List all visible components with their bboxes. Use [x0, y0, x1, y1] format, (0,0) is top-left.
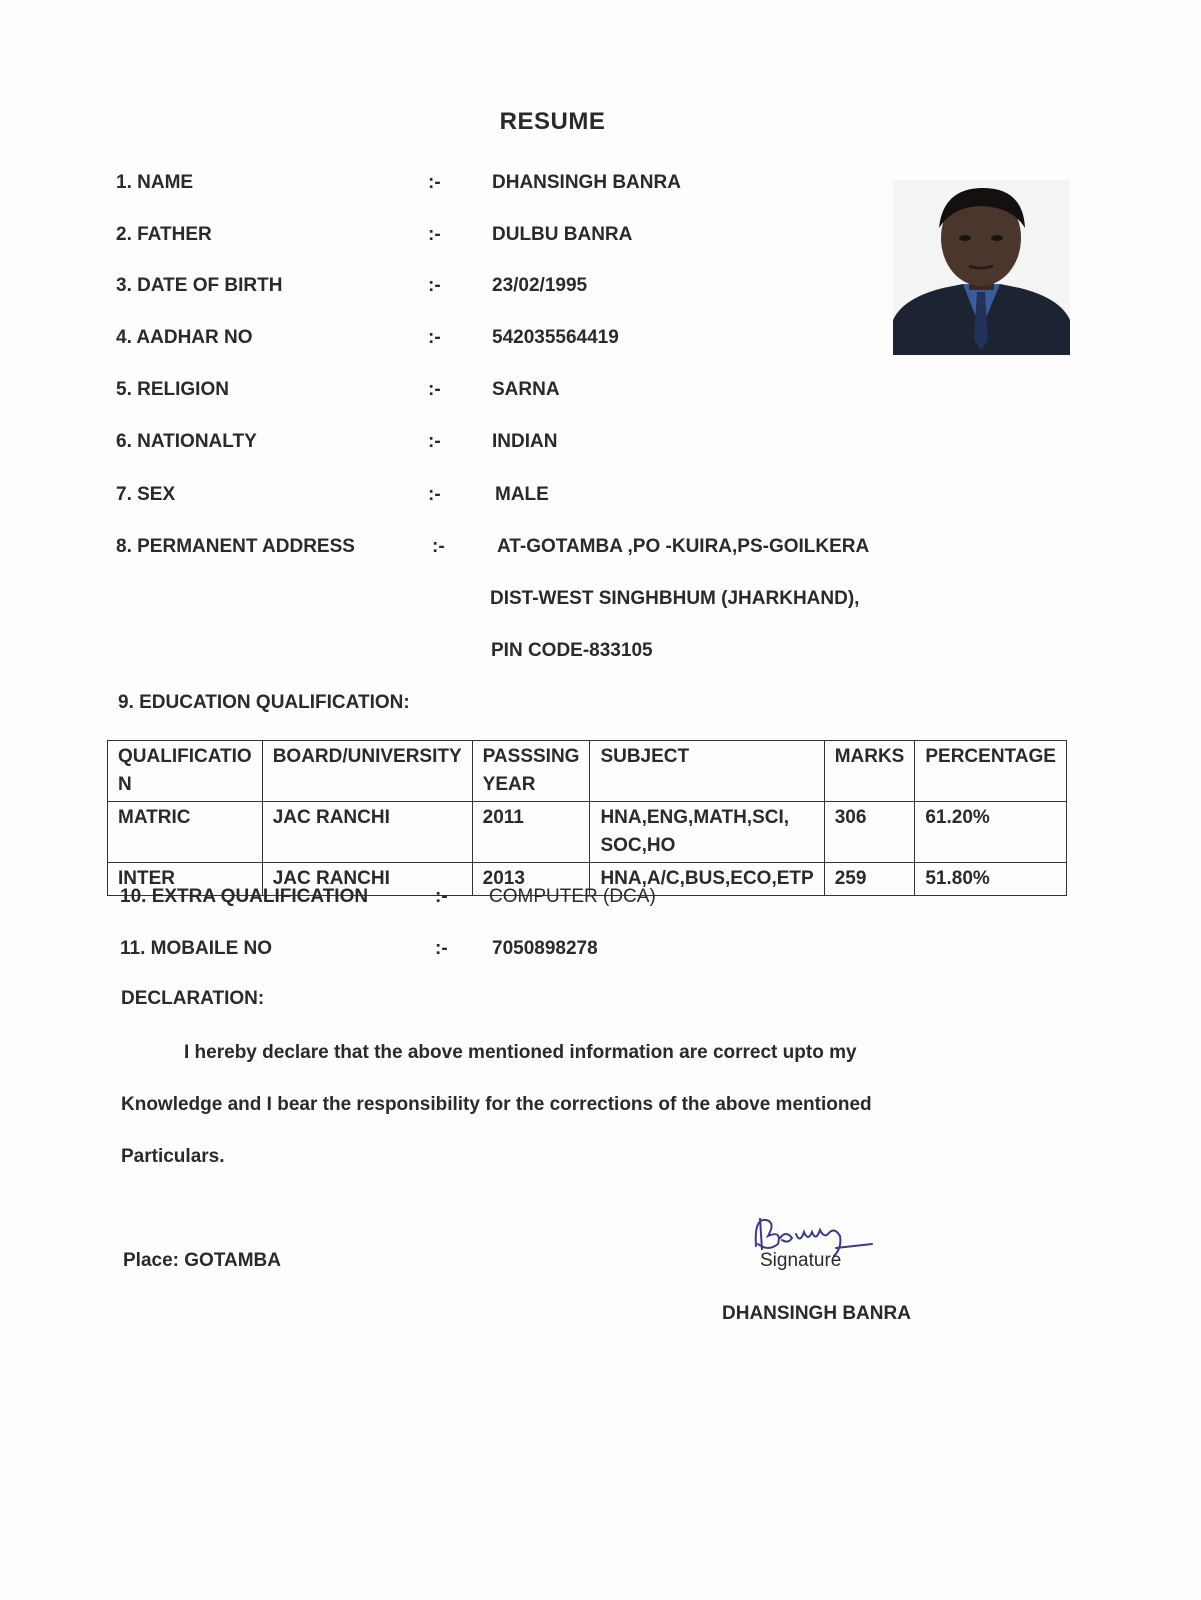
signature-name: DHANSINGH BANRA: [722, 1303, 911, 1324]
person-photo-icon: [893, 180, 1070, 355]
field-separator: :-: [428, 379, 441, 400]
field-value: 7050898278: [492, 938, 598, 959]
field-label: 2. FATHER: [116, 224, 212, 245]
field-value: DHANSINGH BANRA: [492, 172, 681, 193]
table-cell: MATRIC: [108, 802, 263, 863]
field-label: 7. SEX: [116, 484, 176, 505]
table-header-cell: PASSSING YEAR: [472, 741, 590, 802]
field-label: 5. RELIGION: [116, 379, 229, 400]
field-separator: :-: [428, 327, 441, 348]
address-line: DIST-WEST SINGHBHUM (JHARKHAND),: [490, 588, 860, 609]
field-separator: :-: [428, 484, 441, 505]
table-header-cell: MARKS: [824, 741, 915, 802]
table-cell: JAC RANCHI: [262, 863, 472, 896]
field-value: DULBU BANRA: [492, 224, 633, 245]
field-value: 23/02/1995: [492, 275, 588, 296]
table-cell: 2011: [472, 802, 590, 863]
field-separator: :-: [428, 224, 441, 245]
declaration-line: Particulars.: [121, 1146, 225, 1167]
table-header-row: [108, 741, 1067, 802]
table-header-cell: PERCENTAGE: [915, 741, 1067, 802]
education-table: [107, 740, 1067, 896]
field-separator: :-: [435, 938, 448, 959]
profile-photo: [893, 180, 1070, 355]
education-heading: 9. EDUCATION QUALIFICATION:: [118, 692, 410, 713]
declaration-line: Knowledge and I bear the responsibility for the corrections of the above mentioned: [121, 1094, 872, 1115]
table-cell: 306: [824, 802, 915, 863]
field-label: 6. NATIONALTY: [116, 431, 257, 452]
field-label: 4. AADHAR NO: [116, 327, 253, 348]
table-header-cell: BOARD/UNIVERSITY: [262, 741, 472, 802]
table-cell: INTER: [108, 863, 263, 896]
field-separator: :-: [435, 886, 448, 907]
table-cell: 2013: [472, 863, 590, 896]
table-cell: HNA,ENG,MATH,SCI, SOC,HO: [590, 802, 824, 863]
table-cell: JAC RANCHI: [262, 802, 472, 863]
field-separator: :-: [432, 536, 445, 557]
field-label: 10. EXTRA QUALIFICATION: [120, 886, 369, 907]
field-label: 11. MOBAILE NO: [120, 938, 273, 959]
address-line: PIN CODE-833105: [491, 640, 653, 661]
declaration-line: I hereby declare that the above mentioned information are correct upto my: [184, 1042, 857, 1063]
resume-title: [0, 108, 1201, 136]
place: Place: GOTAMBA: [123, 1250, 282, 1271]
field-separator: :-: [428, 431, 441, 452]
field-label: 8. PERMANENT ADDRESS: [116, 536, 355, 557]
field-label: 1. NAME: [116, 172, 194, 193]
table-row: [108, 802, 1067, 863]
field-separator: :-: [428, 275, 441, 296]
signature-label: Signature: [760, 1250, 842, 1271]
table-cell: HNA,A/C,BUS,ECO,ETP: [590, 863, 824, 896]
table-cell: 259: [824, 863, 915, 896]
table-header-cell: SUBJECT: [590, 741, 824, 802]
field-value: SARNA: [492, 379, 560, 400]
resume-title-text: RESUME: [499, 108, 606, 135]
field-label: 3. DATE OF BIRTH: [116, 275, 283, 296]
field-value: COMPUTER (DCA): [489, 886, 656, 907]
field-separator: :-: [428, 172, 441, 193]
field-value: AT-GOTAMBA ,PO -KUIRA,PS-GOILKERA: [497, 536, 870, 557]
field-value: INDIAN: [492, 431, 558, 452]
table-header-cell: QUALIFICATIO N: [108, 741, 263, 802]
table-cell: 51.80%: [915, 863, 1067, 896]
field-value: 542035564419: [492, 327, 619, 348]
field-value: MALE: [495, 484, 549, 505]
declaration-heading: DECLARATION:: [121, 988, 265, 1009]
table-cell: 61.20%: [915, 802, 1067, 863]
